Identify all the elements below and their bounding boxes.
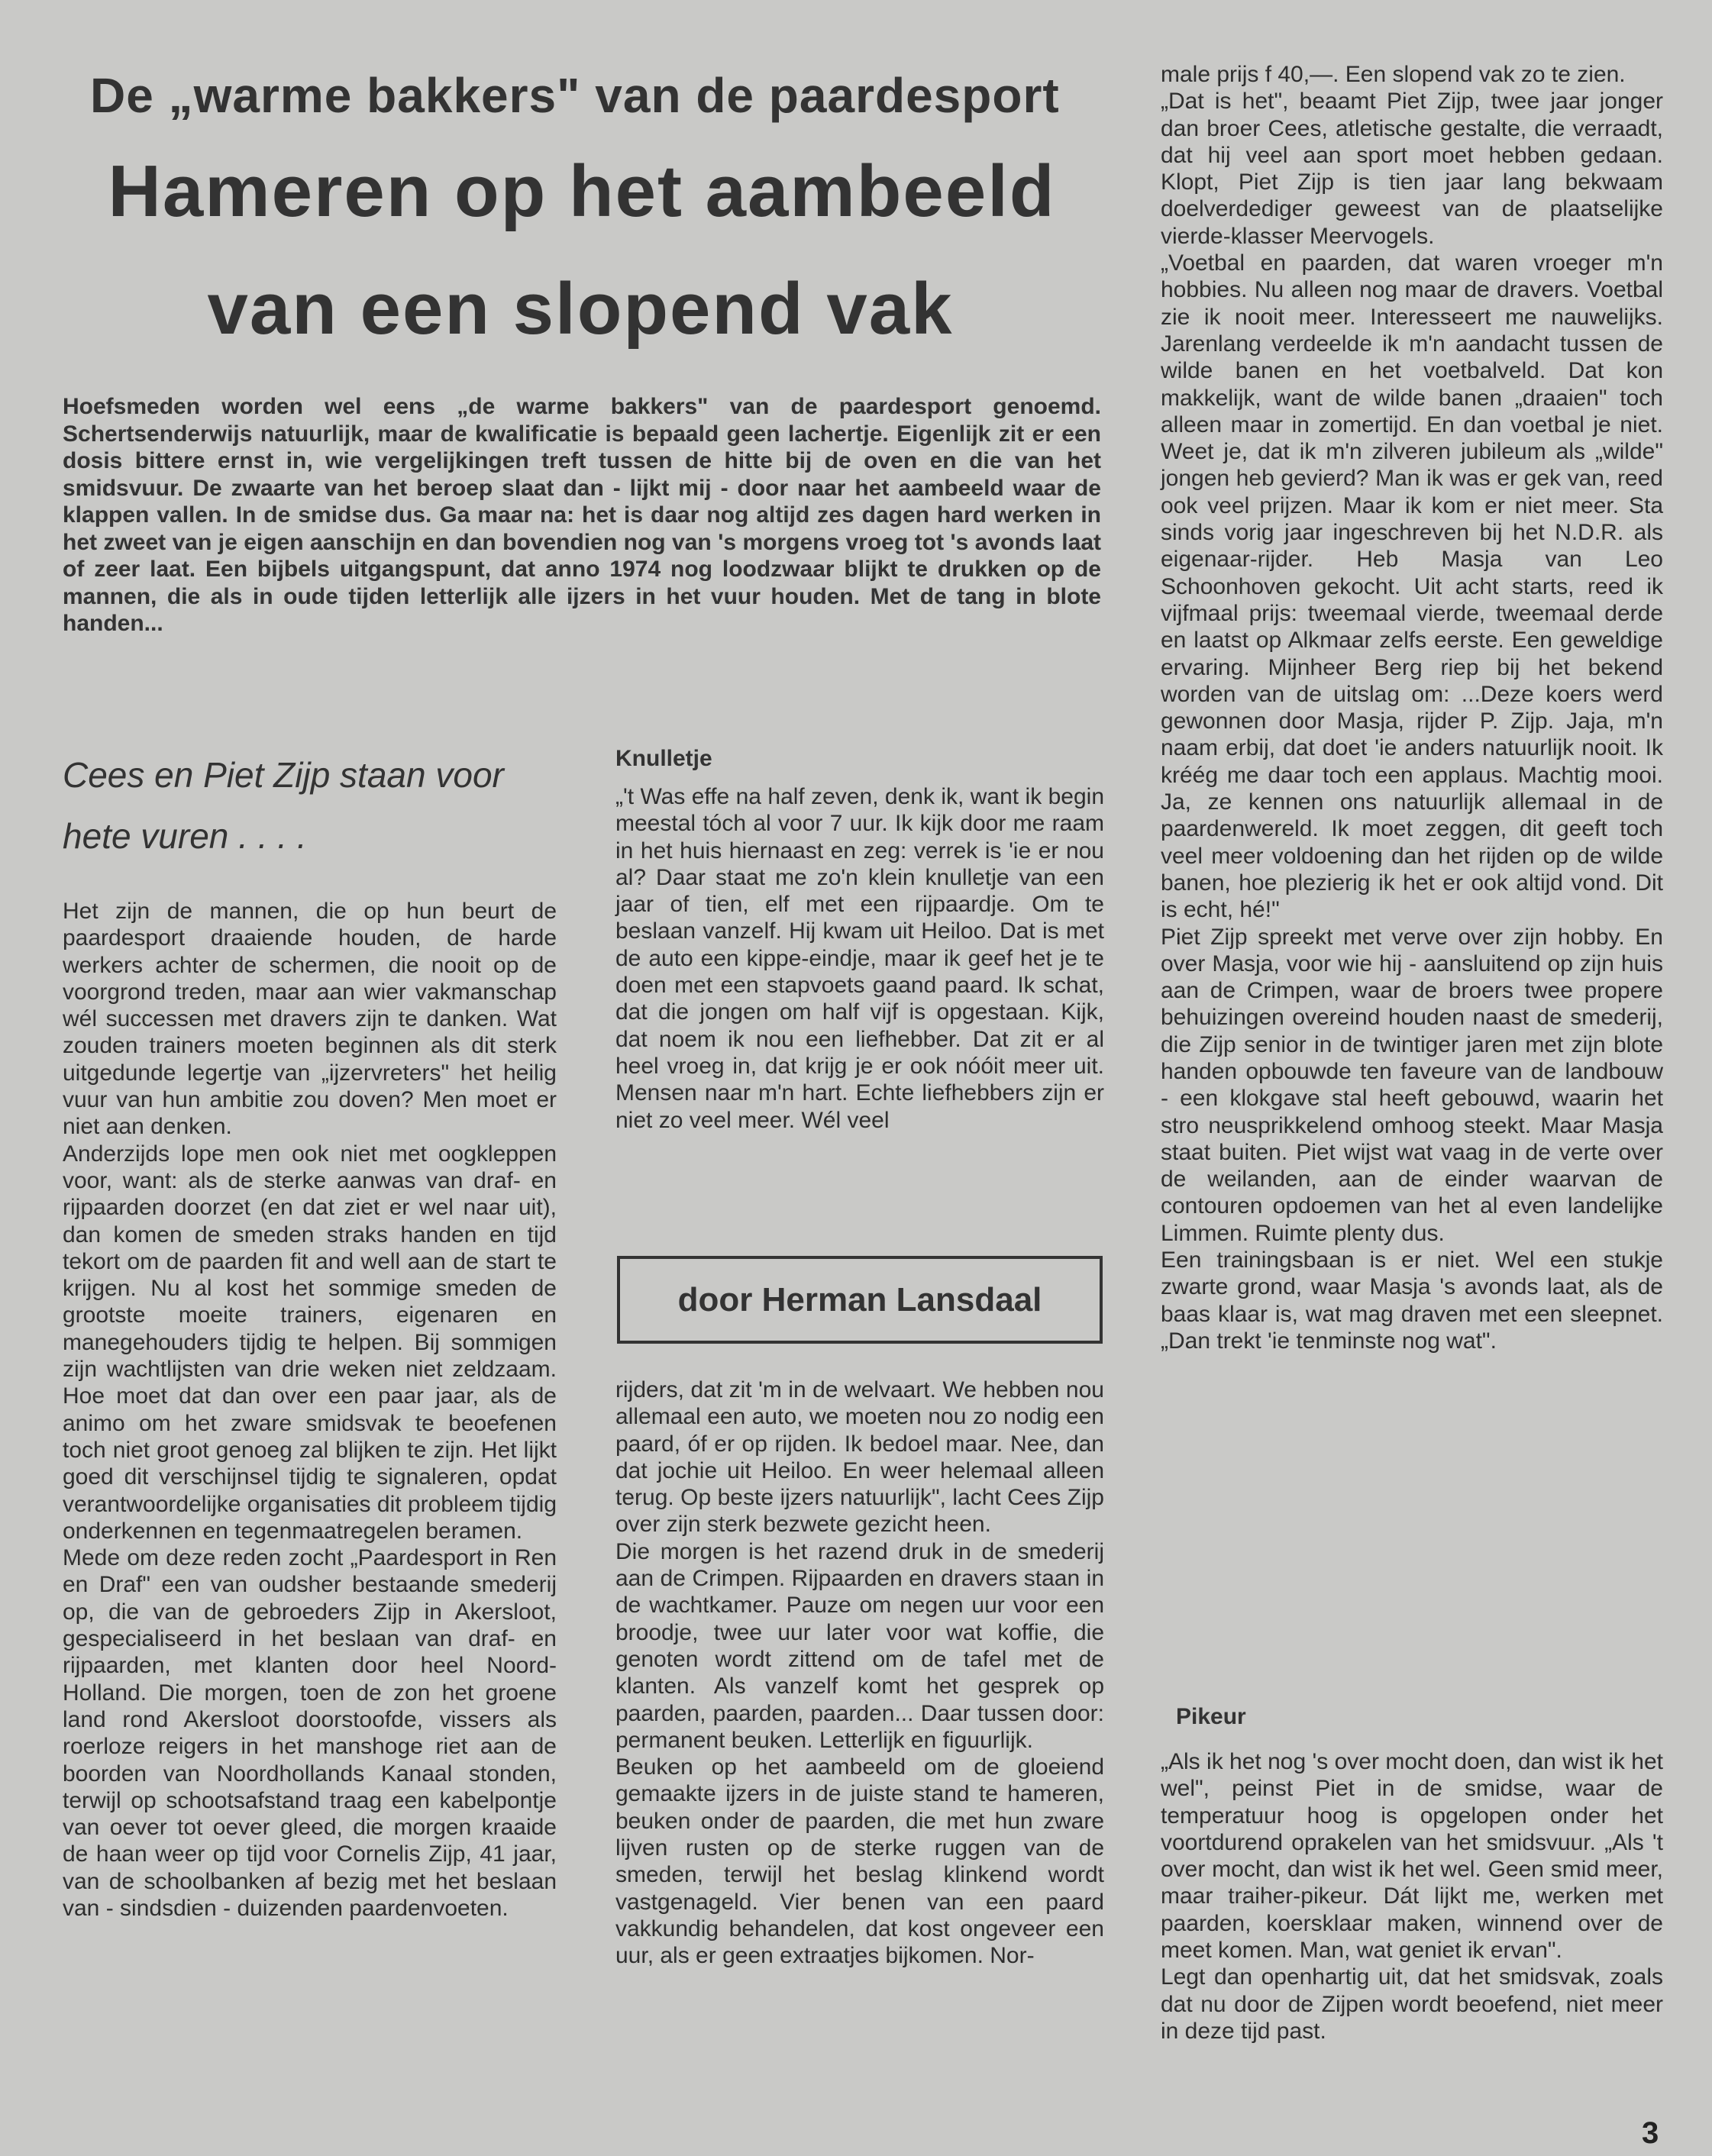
paragraph: Beuken op het aambeeld om de gloeiend gemaakte ijzers in de juiste stand te hameren, beuken onder de paarden, die met hun zware lijven rusten op de sterke ruggen van de smeden, terwijl het beslag klinkend wordt vastgenageld. Vier benen van een paard vakkundig behandelen, dat kost ongeveer een uur, als er geen extraatjes bijkomen. Nor- — [615, 1754, 1104, 1969]
column-3-bottom — [1161, 1748, 1663, 2045]
column-2-top — [615, 783, 1104, 1134]
column-1 — [63, 898, 557, 1922]
kicker: De „warme bakkers" van de paardesport — [90, 68, 1060, 123]
paragraph: „Dat is het", beaamt Piet Zijp, twee jaar jonger dan broer Cees, atletische gestalte, die verraadt, dat hij veel aan sport moet hebben gedaan. Klopt, Piet Zijp is tien jaar lang bekwaam doelverdediger geweest van de plaatselijke vierde-klasser Meervogels. — [1161, 89, 1663, 249]
paragraph: Legt dan openhartig uit, dat het smidsvak, zoals dat nu door de Zijpen wordt beoefend, niet meer in deze tijd past. — [1161, 1964, 1663, 2044]
paragraph: Een trainingsbaan is er niet. Wel een stukje zwarte grond, waar Masja 's avonds laat, als de baas klaar is, wat mag draven met een sleepnet. „Dan trekt 'ie tenminste nog wat". — [1161, 1247, 1663, 1354]
paragraph: „Als ik het nog 's over mocht doen, dan wist ik het wel", peinst Piet in de smidse, waar de temperatuur hoog is opgelopen onder het voortdurend oprakelen van het smidsvuur. „Als 't over mocht, dan wist ik het wel. Geen smid meer, maar traiher-pikeur. Dát lijkt me, werken met paarden, koersklaar maken, winnend over de meet komen. Man, wat geniet ik ervan". — [1161, 1749, 1663, 1964]
page-number: 3 — [1642, 2116, 1659, 2150]
paragraph: rijders, dat zit 'm in de welvaart. We hebben nou allemaal een auto, we moeten nou zo nodig een paard, óf er op rijden. Ik bedoel maar. Nee, dan dat jochie uit Heiloo. En weer helemaal alleen terug. Op beste ijzers natuurlijk", lacht Cees Zijp over zijn sterk bezwete gezicht heen. — [615, 1377, 1104, 1538]
paragraph: Anderzijds lope men ook niet met oogkleppen voor, want: als de sterke aanwas van draf- en rijpaarden doorzet (en dat ziet er wel naar uit), dan komen de smeden straks handen en tijd tekort om de paarden fit and well aan de start te krijgen. Nu al kost het sommige smeden de grootste moeite trainers, eigenaren en manegehouders tijdig te helpen. Bij sommigen zijn wachtlijsten van drie weken niet zeldzaam. Hoe moet dat dan over een paar jaar, als de animo om het zware smidsvak te beoefenen toch niet groot genoeg zal blijken te zijn. Het lijkt goed dit verschijnsel tijdig te signaleren, opdat verantwoordelijke organisaties dit probleem tijdig onderkennen en tegenmaatregelen beramen. — [63, 1141, 557, 1544]
section-title-pikeur: Pikeur — [1176, 1704, 1246, 1729]
subhead: Cees en Piet Zijp staan voor hete vuren . . . . — [63, 755, 504, 856]
paragraph: Het zijn de mannen, die op hun beurt de paardesport draaiende houden, de harde werkers achter de schermen, die nooit op de voorgrond treden, maar aan wier vakmanschap wél successen met dravers zijn te danken. Wat zouden trainers moeten beginnen als dit sterk uitgedunde legertje van „ijzervreters" het heilig vuur van hun ambitie zou doven? Men moet er niet aan denken. — [63, 899, 557, 1140]
headline-line-1: Hameren op het aambeeld — [108, 150, 1056, 232]
paragraph: Die morgen is het razend druk in de smederij aan de Crimpen. Rijpaarden en dravers staan in de wachtkamer. Pauze om negen uur voor een broodje, twee uur later voor wat koffie, die genoten wordt zittend om de tafel met de klanten. Als vanzelf komt het gesprek op paarden, paarden, paarden... Daar tussen door: permanent beuken. Letterlijk en figuurlijk. — [615, 1538, 1104, 1753]
column-3-top — [1161, 61, 1663, 1354]
byline: door Herman Lansdaal — [677, 1280, 1042, 1318]
paragraph: Piet Zijp spreekt met verve over zijn hobby. En over Masja, voor wie hij - aansluitend op zijn huis aan de Crimpen, waar de broers twee propere behuizingen overeind houden naast de smederij, die Zijp senior in de twintiger jaren met zijn blote handen opbouwde ten faveure van de landbouw - een klokgave stal heeft gebouwd, waarin het stro neusprikkelend omhoog steekt. Maar Masja staat buiten. Piet wijst wat vaag in de verte over de weilanden, aan de einder waarvan de contouren opdoemen van het al even landelijke Limmen. Ruimte plenty dus. — [1161, 924, 1663, 1246]
paragraph: male prijs f 40,—. Een slopend vak zo te zien. — [1161, 62, 1626, 87]
paragraph: „'t Was effe na half zeven, denk ik, want ik begin meestal tóch al voor 7 uur. Ik kijk door me raam in het huis hiernaast en zeg: verrek is 'ie er nou al? Daar staat me zo'n klein knulletje van een jaar of tien, elf met een rijpaardje. Om te beslaan vanzelf. Hij kwam uit Heiloo. Dat is met de auto een kippe-eindje, maar ik geef het je te doen met een stapvoets gaand paard. Ik schat, dat die jongen om half vijf is opgestaan. Kijk, dat noem ik nou een liefhebber. Dat zit er al heel vroeg in, dat krijg je er ook nóóit meer uit. Mensen naar m'n hart. Echte liefhebbers zijn er niet zo veel meer. Wél veel — [615, 784, 1104, 1133]
paragraph: „Voetbal en paarden, dat waren vroeger m'n hobbies. Nu alleen nog maar de dravers. Voetbal zie ik nooit meer. Interesseert me nauwelijks. Jarenlang verdeelde ik m'n aandacht tussen de wilde banen en het voetbalveld. Dat kon makkelijk, want de wilde banen „draaien" toch alleen maar in zomertijd. En dan voetbal je niet. Weet je, dat ik m'n zilveren jubileum als „wilde" jongen heb gevierd? Man ik was er gek van, reed ook veel prijzen. Maar ik kom er niet meer. Sta sinds vorig jaar ingeschreven bij het N.D.R. als eigenaar-rijder. Heb Masja van Leo Schoonhoven gekocht. Uit acht starts, reed ik vijfmaal prijs: tweemaal vierde, tweemaal derde en laatst op Alkmaar zelfs eerste. Een geweldige ervaring. Mijnheer Berg riep bij het bekend worden van de uitslag om: ...Deze koers werd gewonnen door Masja, rijder P. Zijp. Jaja, m'n naam erbij, dat doet 'ie anders natuurlijk nooit. Ik kréég me daar toch een applaus. Machtig mooi. Ja, ze kennen ons natuurlijk allemaal in de paardenwereld. Ik moet zeggen, dit geeft toch veel meer voldoening dan het rijden op de wilde banen, hoe plezierig ik het er ook altijd vond. Dit is echt, hé!" — [1161, 250, 1663, 923]
paragraph: Mede om deze reden zocht „Paardesport in Ren en Draf" een van oudsher bestaande smederij op, die van de gebroeders Zijp in Akersloot, gespecialiseerd in het beslaan van draf- en rijpaarden, met klanten door heel Noord-Holland. Die morgen, toen de zon het groene land rond Akersloot doorstoofde, vissers als roerloze reigers in het manshoge riet aan de boorden van Noordhollands Kanaal stonden, terwijl op schootsafstand traag een kabelpontje van oever tot oever gleed, die morgen kraaide de haan weer op tijd voor Cornelis Zijp, 41 jaar, van de schoolbanken af bezig met het beslaan van - sindsdien - duizenden paardenvoeten. — [63, 1545, 557, 1921]
headline-line-2: van een slopend vak — [207, 268, 954, 350]
intro-paragraph: Hoefsmeden worden wel eens „de warme bakkers" van de paardesport genoemd. Schertsenderwijs natuurlijk, maar de kwalificatie is bepaald geen lachertje. Eigenlijk zit er een dosis bittere ernst in, wie vergelijkingen treft tussen de hitte bij de oven en die van het smidsvuur. De zwaarte van het beroep slaat dan - lijkt mij - door naar het aambeeld waar de klappen vallen. In de smidse dus. Ga maar na: het is daar nog altijd zes dagen hard werken in het zweet van je eigen aanschijn en dan bovendien nog van 's morgens vroeg tot 's avonds laat of zeer laat. Een bijbels uitgangspunt, dat anno 1974 nog loodzwaar blijkt te drukken op de mannen, die als in oude tijden letterlijk alle ijzers in het vuur houden. Met de tang in blote handen... — [63, 394, 1101, 636]
column-2-bottom — [615, 1377, 1104, 1970]
section-title-knulletje: Knulletje — [615, 746, 712, 771]
byline-box — [617, 1256, 1103, 1344]
